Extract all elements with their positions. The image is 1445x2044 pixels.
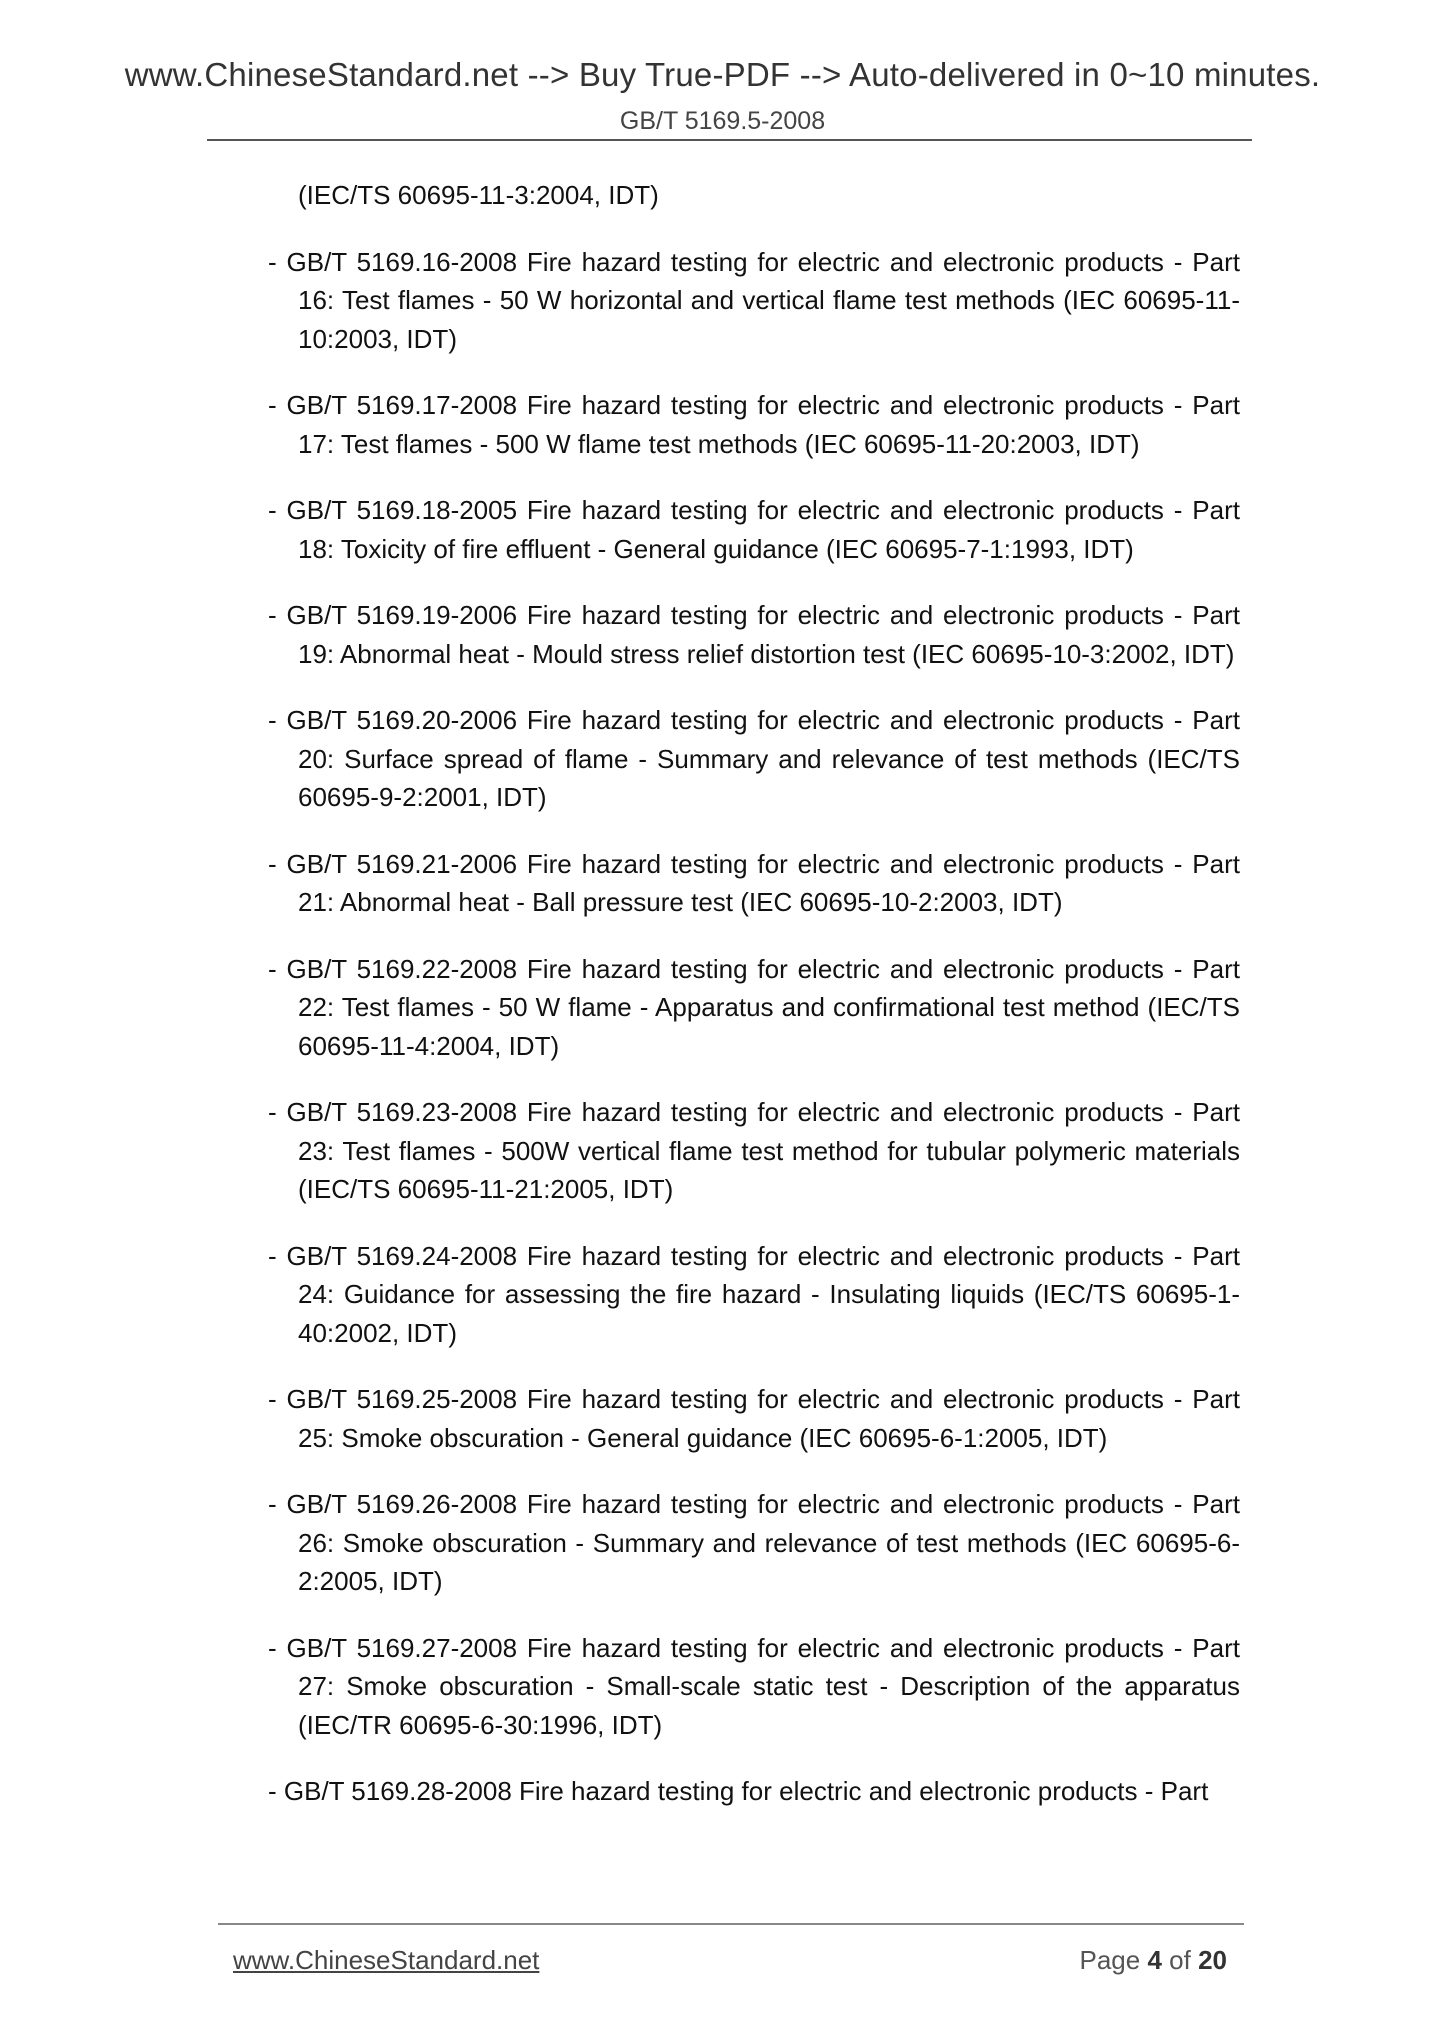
list-item: - GB/T 5169.18-2005 Fire hazard testing for electric and electronic products - Part 18: Toxicity of fire effluent - General guidance (IEC 60695-7-1:1993, IDT) <box>268 495 1240 564</box>
continuation-line: (IEC/TS 60695-11-3:2004, IDT) <box>298 180 659 210</box>
list-item: - GB/T 5169.28-2008 Fire hazard testing for electric and electronic products - Part <box>268 1776 1209 1806</box>
standard-number: GB/T 5169.5-2008 <box>619 107 826 135</box>
list-item: - GB/T 5169.21-2006 Fire hazard testing for electric and electronic products - Part 21: Abnormal heat - Ball pressure test (IEC 60695-10-2:2003, IDT) <box>268 848 1240 917</box>
list-item: - GB/T 5169.22-2008 Fire hazard testing for electric and electronic products - Part 22: Test flames - 50 W flame - Apparatus and confirmational test method (IEC/TS 60695-11-4:2004, IDT) <box>268 953 1240 1061</box>
page-current: 4 <box>1147 1945 1162 1975</box>
site-banner: www.ChineseStandard.net --> Buy True-PDF --> Auto-delivered in 0~10 minutes. <box>124 56 1321 93</box>
list-item: - GB/T 5169.16-2008 Fire hazard testing for electric and electronic products - Part 16: Test flames - 50 W horizontal and vertical flame test methods (IEC 60695-11-10:2003, IDT) <box>268 246 1240 354</box>
page-total: 20 <box>1198 1945 1227 1975</box>
list-item: - GB/T 5169.17-2008 Fire hazard testing for electric and electronic products - Part 17: Test flames - 500 W flame test methods (IEC 60695-11-20:2003, IDT) <box>268 390 1240 459</box>
header-divider <box>207 139 1252 141</box>
list-item: - GB/T 5169.24-2008 Fire hazard testing for electric and electronic products - Part 24: Guidance for assessing the fire hazard - Insulating liquids (IEC/TS 60695-1-40:2002, IDT) <box>268 1240 1240 1348</box>
list-item: - GB/T 5169.20-2006 Fire hazard testing for electric and electronic products - Part 20: Surface spread of flame - Summary and relevance of test methods (IEC/TS 60695-9-2:2001, IDT) <box>268 705 1240 812</box>
list-item: - GB/T 5169.19-2006 Fire hazard testing for electric and electronic products - Part 19: Abnormal heat - Mould stress relief distortion test (IEC 60695-10-3:2002, IDT) <box>268 600 1240 669</box>
footer-divider <box>218 1923 1244 1925</box>
page-label: Page <box>1079 1945 1141 1975</box>
page-indicator <box>1079 1945 1227 1976</box>
list-item: - GB/T 5169.25-2008 Fire hazard testing for electric and electronic products - Part 25: Smoke obscuration - General guidance (IEC 60695-6-1:2005, IDT) <box>268 1384 1240 1453</box>
document-body <box>268 176 1240 1811</box>
list-item: - GB/T 5169.26-2008 Fire hazard testing for electric and electronic products - Part 26: Smoke obscuration - Summary and relevance of test methods (IEC 60695-6-2:2005, IDT) <box>268 1489 1240 1596</box>
page-of-label: of <box>1169 1945 1191 1975</box>
list-item: - GB/T 5169.23-2008 Fire hazard testing for electric and electronic products - Part 23: Test flames - 500W vertical flame test method for tubular polymeric materials (IEC/TS 60695-11-21:2005, IDT) <box>268 1097 1240 1204</box>
footer-site-link[interactable]: www.ChineseStandard.net <box>233 1945 540 1975</box>
list-item: - GB/T 5169.27-2008 Fire hazard testing for electric and electronic products - Part 27: Smoke obscuration - Small-scale static test - Description of the apparatus (IEC/TR 60695-6-30:1996, IDT) <box>268 1632 1240 1740</box>
